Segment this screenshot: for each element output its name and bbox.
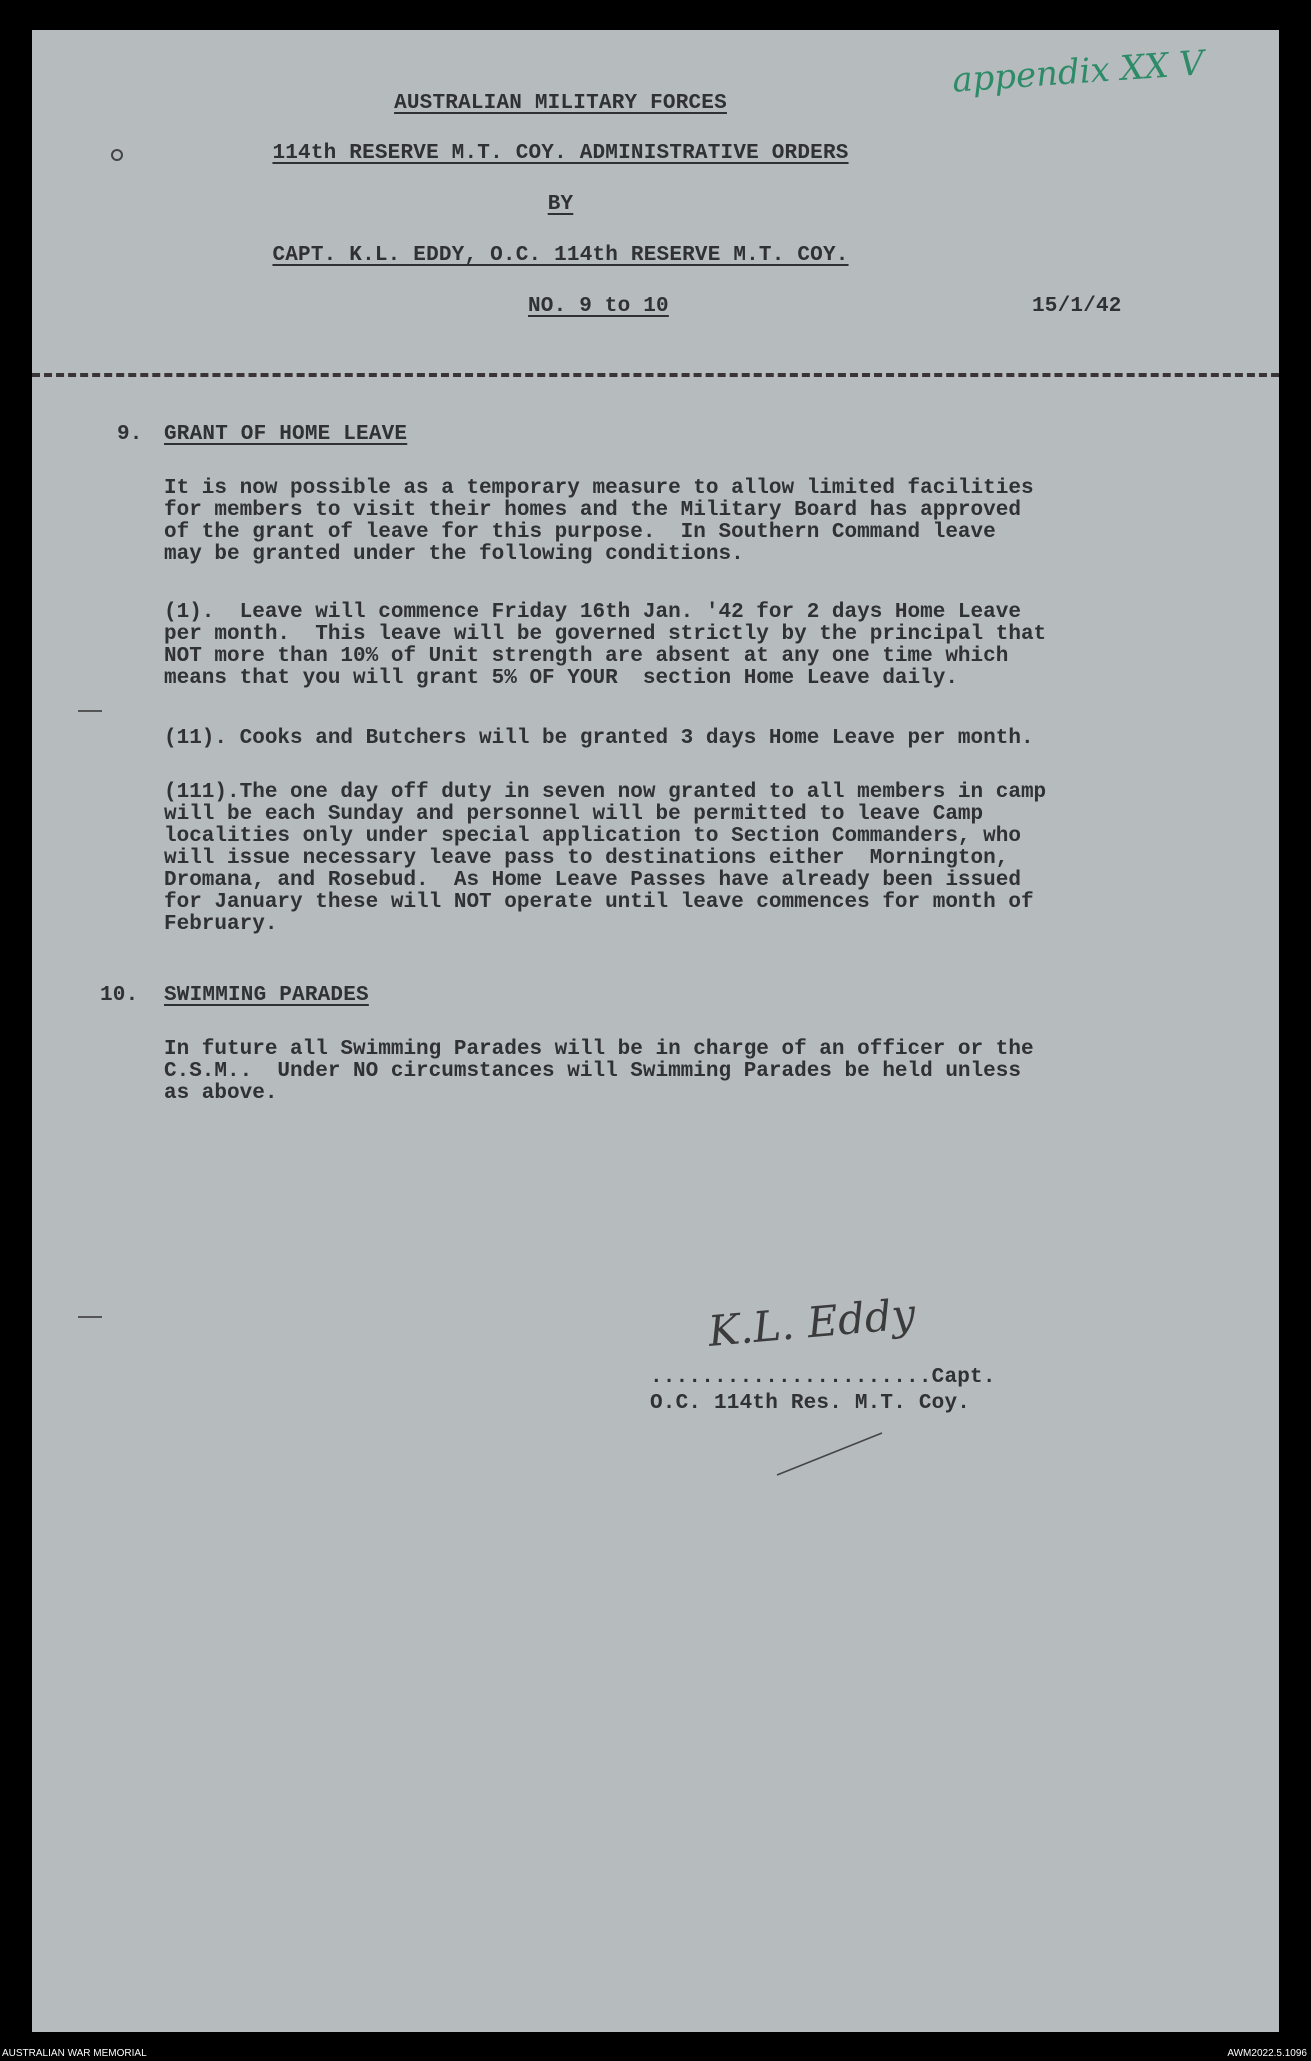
- section-10-title: SWIMMING PARADES: [164, 984, 369, 1007]
- handwritten-appendix-note: appendix XX V: [950, 43, 1206, 101]
- orders-number: NO. 9 to 10: [528, 295, 669, 318]
- section-9-intro: It is now possible as a temporary measure to allow limited facilities for members to visit their homes and the Military Board has approved of the grant of leave for this purpose. In Southern Command leave may be granted under the following conditions.: [164, 477, 1034, 566]
- signature-line: ......................Capt.: [650, 1366, 996, 1389]
- pen-stroke-mark: [772, 1425, 892, 1485]
- signature-handwritten: K.L. Eddy: [706, 1289, 918, 1356]
- header-line-4: CAPT. K.L. EDDY, O.C. 114th RESERVE M.T. COY.: [272, 244, 849, 267]
- staple-mark: [107, 145, 127, 165]
- section-9-clause-3: (111).The one day off duty in seven now granted to all members in camp will be each Sunday and personnel will be permitted to leave Camp localities only under special application to Section Commanders, who will issue necessary leave pass to destinations either Mornington, Dromana, and Rosebud. As Home Leave Passes have already been issued for January these will NOT operate until leave commences for month of February.: [164, 781, 1047, 936]
- signature-title: O.C. 114th Res. M.T. Coy.: [650, 1392, 971, 1415]
- footer-accession: AWM2022.5.1096: [1227, 2048, 1307, 2059]
- margin-mark: [78, 1316, 102, 1318]
- footer-institution: AUSTRALIAN WAR MEMORIAL: [2, 2048, 147, 2059]
- margin-mark: [78, 710, 102, 712]
- section-10-body: In future all Swimming Parades will be in charge of an officer or the C.S.M.. Under NO circumstances will Swimming Parades be held unless as above.: [164, 1038, 1034, 1105]
- section-10-number: 10.: [100, 984, 139, 1007]
- section-9-title: GRANT OF HOME LEAVE: [164, 423, 408, 446]
- header-divider: [32, 373, 1279, 377]
- header-line-3: BY: [547, 193, 574, 216]
- section-9-number: 9.: [117, 423, 143, 446]
- document-page: [32, 30, 1279, 2032]
- header-line-2: 114th RESERVE M.T. COY. ADMINISTRATIVE ORDERS: [272, 142, 849, 165]
- section-9-clause-2: (11). Cooks and Butchers will be granted 3 days Home Leave per month.: [164, 727, 1034, 750]
- header-line-1: AUSTRALIAN MILITARY FORCES: [394, 92, 727, 115]
- document-date: 15/1/42: [1032, 295, 1122, 318]
- section-9-clause-1: (1). Leave will commence Friday 16th Jan. '42 for 2 days Home Leave per month. This leave will be governed strictly by the principal that NOT more than 10% of Unit strength are absent at any one time which means that you will grant 5% OF YOUR section Home Leave daily.: [164, 601, 1047, 690]
